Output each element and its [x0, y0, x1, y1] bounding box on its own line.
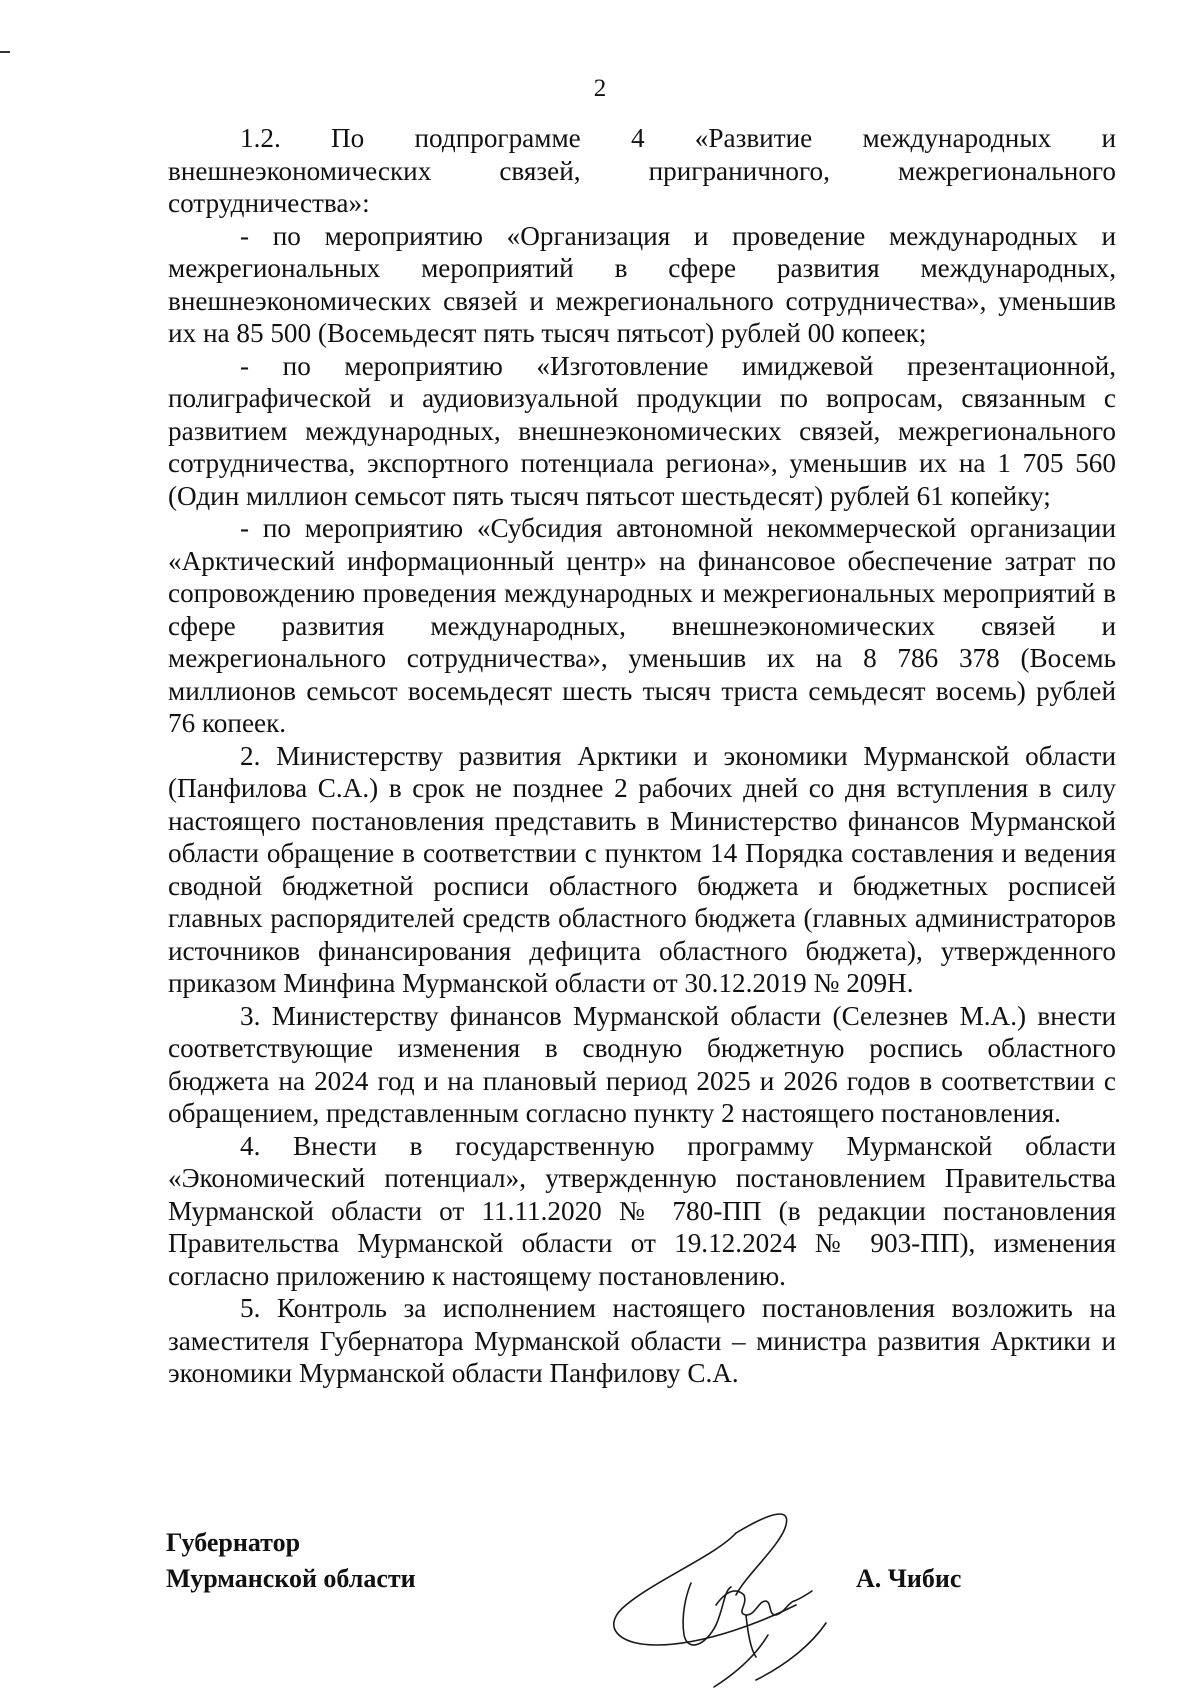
paragraph-measure-1: - по мероприятию «Организация и проведение международных и межрегиональных мероприятий в сфере развития международных, внешнеэкономических связей и межрегионального сотрудничества», уменьшив их на 85 500 (Восемьдесят пять тысяч пятьсот) рублей 00 копеек;	[168, 220, 1116, 348]
page-number: 2	[593, 75, 607, 102]
handwritten-signature	[596, 1495, 896, 1695]
paragraph-measure-2: - по мероприятию «Изготовление имиджевой презентационной, полиграфической и аудиовизуальной продукции по вопросам, связанным с развитием международных, внешнеэкономических связей, межрегионального сотрудничества, экспортного потенциала региона», уменьшив их на 1 705 560 (Один миллион семьсот пять тысяч пятьсот шестьдесят) рублей 61 копейку;	[168, 350, 1116, 511]
scan-edge-mark	[0, 51, 10, 53]
document-body	[168, 122, 1116, 1390]
signatory-name: А. Чибис	[856, 1564, 962, 1593]
signatory-position-line-1: Губернатор	[166, 1528, 301, 1557]
paragraph-5: 5. Контроль за исполнением настоящего постановления возложить на заместителя Губернатора Мурманской области – министра развития Арктики и экономики Мурманской области Панфилову С.А.	[168, 1293, 1116, 1388]
paragraph-3: 3. Министерству финансов Мурманской области (Селезнев М.А.) внести соответствующие изменения в сводную бюджетную роспись областного бюджета на 2024 год и на плановый период 2025 и 2026 годов в соответствии с обращением, представленным согласно пункту 2 настоящего постановления.	[168, 1000, 1116, 1128]
paragraph-2: 2. Министерству развития Арктики и экономики Мурманской области (Панфилова С.А.) в срок не позднее 2 рабочих дней со дня вступления в силу настоящего постановления представить в Министерство финансов Мурманской области обращение в соответствии с пунктом 14 Порядка составления и ведения сводной бюджетной росписи областного бюджета и бюджетных росписей главных распорядителей средств областного бюджета (главных администраторов источников финансирования дефицита областного бюджета), утвержденного приказом Минфина Мурманской области от 30.12.2019 № 209Н.	[168, 740, 1116, 998]
paragraph-1-2: 1.2. По подпрограмме 4 «Развитие международных и внешнеэкономических связей, приграничного, межрегионального сотрудничества»:	[168, 123, 1116, 218]
paragraph-4: 4. Внести в государственную программу Мурманской области «Экономический потенциал», утвержденную постановлением Правительства Мурманской области от 11.11.2020 № 780-ПП (в редакции постановления Правительства Мурманской области от 19.12.2024 № 903-ПП), изменения согласно приложению к настоящему постановлению.	[168, 1130, 1116, 1291]
signature-block	[166, 1525, 1126, 1695]
paragraph-measure-3: - по мероприятию «Субсидия автономной некоммерческой организации «Арктический информационный центр» на финансовое обеспечение затрат по сопровождению проведения международных и межрегиональных мероприятий в сфере развития международных, внешнеэкономических связей и межрегионального сотрудничества», уменьшив их на 8 786 378 (Восемь миллионов семьсот восемьдесят шесть тысяч триста семьдесят восемь) рублей 76 копеек.	[168, 513, 1116, 738]
signatory-position-line-2: Мурманской области	[166, 1564, 416, 1593]
signatory-position	[166, 1525, 416, 1597]
